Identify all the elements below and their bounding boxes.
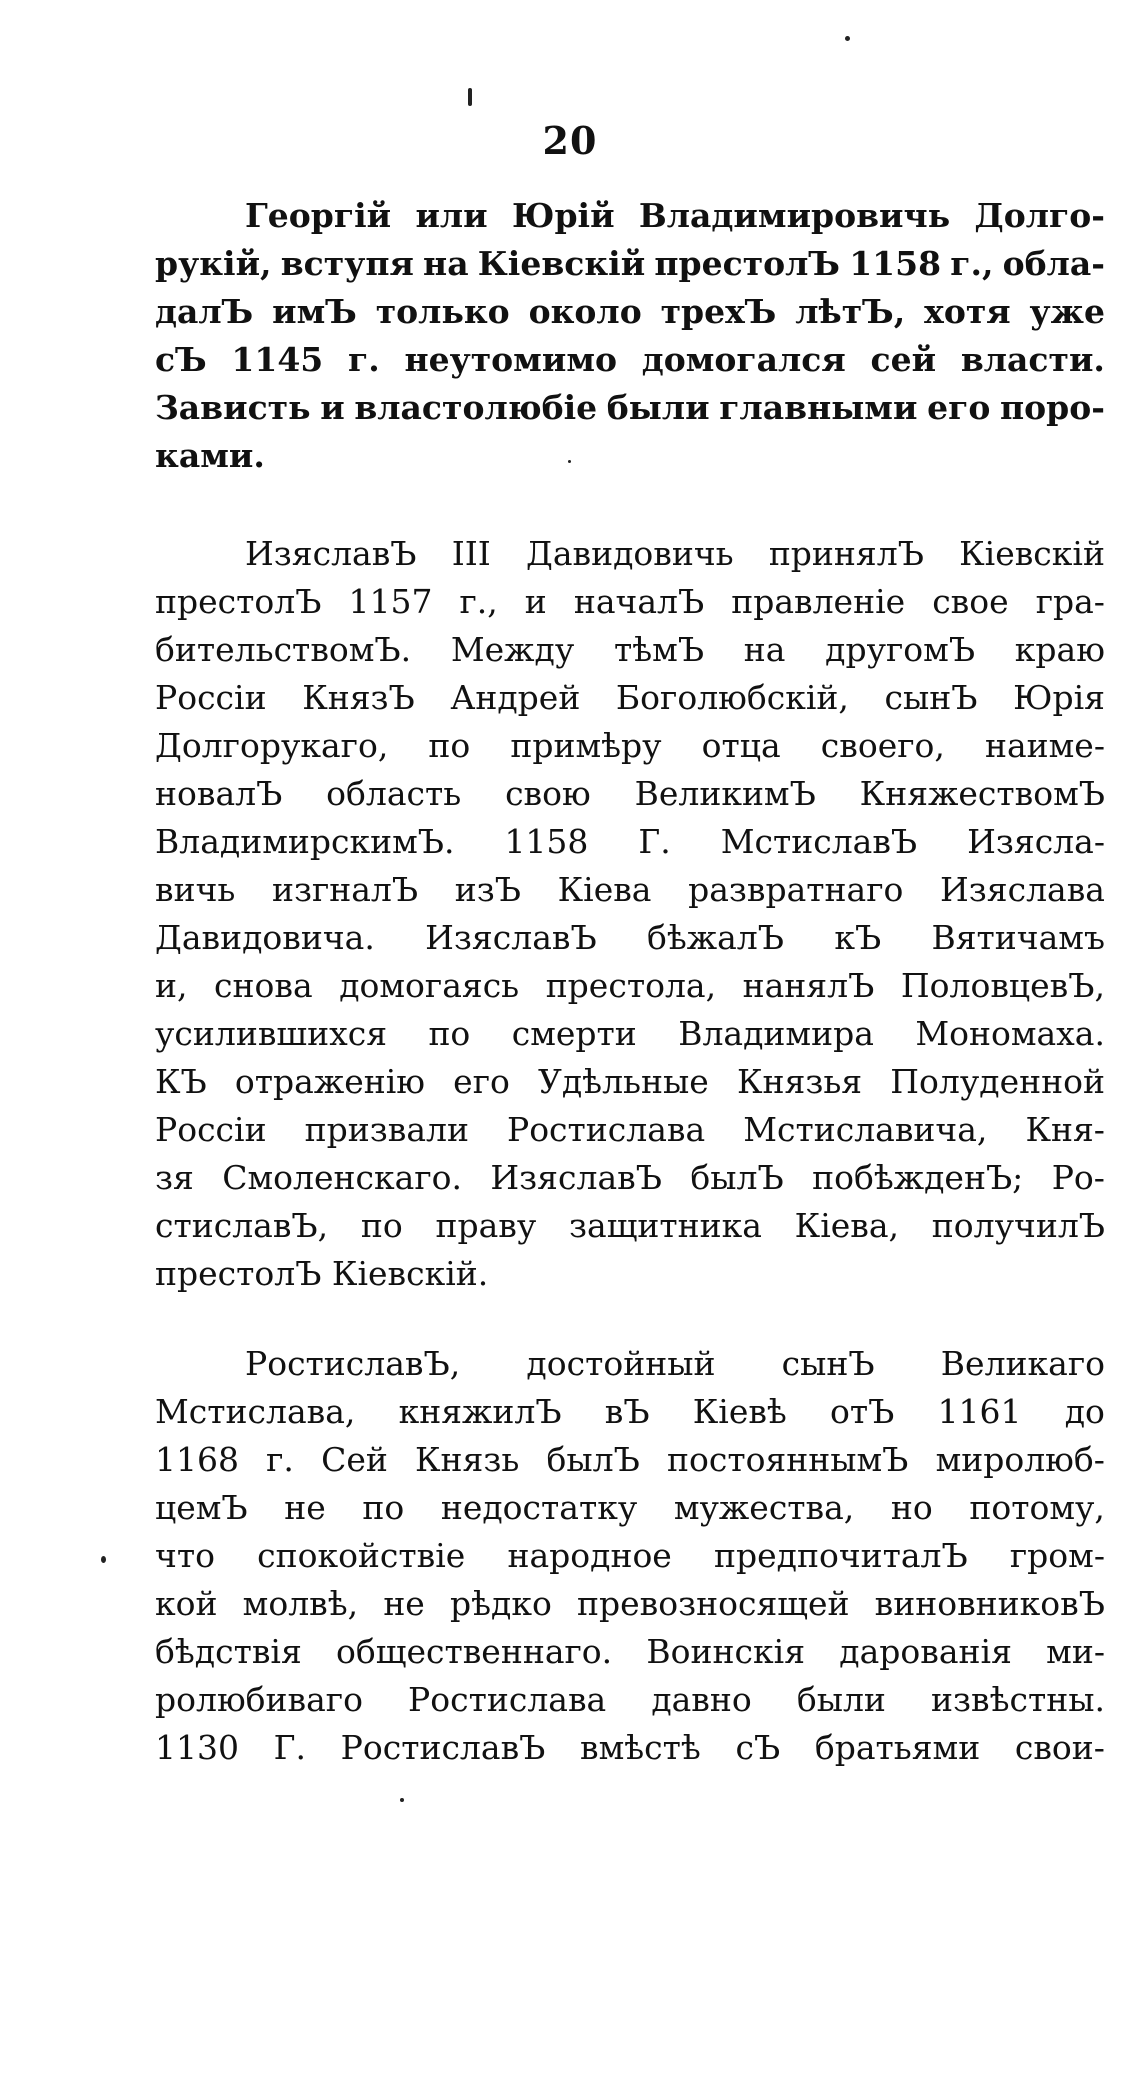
- word: призвали: [304, 1110, 469, 1149]
- word: дарованія: [839, 1632, 1012, 1671]
- word: Россіи: [155, 678, 267, 717]
- word: 1158: [849, 244, 942, 283]
- word: III: [451, 534, 491, 573]
- word: КнязЪ: [302, 678, 415, 717]
- word: достойный: [526, 1344, 716, 1383]
- text-line: [155, 1628, 1105, 1676]
- text-line: [155, 1484, 1105, 1532]
- word: но: [890, 1488, 933, 1527]
- word: новалЪ: [155, 774, 283, 813]
- word: уже: [1029, 292, 1105, 331]
- word: бительствомЪ.: [155, 630, 412, 669]
- word: рукій,: [155, 244, 272, 283]
- word: Владимировичь: [638, 196, 951, 235]
- word: вЪ: [604, 1392, 650, 1431]
- word: мужества,: [673, 1488, 855, 1527]
- word: гром-: [1009, 1536, 1105, 1575]
- scan-speck: [568, 460, 571, 463]
- word: кой: [155, 1584, 218, 1623]
- word: МстиславЪ: [720, 822, 918, 861]
- word: ВеликимЪ: [634, 774, 816, 813]
- word: изгналЪ: [271, 870, 419, 909]
- text-line: [155, 288, 1105, 336]
- word: вступя: [280, 244, 414, 283]
- word: сЪ: [155, 340, 207, 379]
- word: главными: [719, 388, 918, 427]
- word: Удѣльные: [538, 1062, 709, 1101]
- scan-speck: [468, 88, 472, 106]
- text-line: ками.: [155, 436, 265, 475]
- word: Между: [450, 630, 575, 669]
- word: хотя: [924, 292, 1011, 331]
- word: вичь: [155, 870, 236, 909]
- word: Кіевѣ: [692, 1392, 787, 1431]
- word: стиславЪ,: [155, 1206, 329, 1245]
- word: около: [528, 292, 642, 331]
- word: своего,: [820, 726, 945, 765]
- word: Андрей: [450, 678, 581, 717]
- text-line: [155, 1106, 1105, 1154]
- word: Г.: [638, 822, 671, 861]
- word: принялЪ: [768, 534, 924, 573]
- word: РостиславЪ: [340, 1728, 546, 1767]
- word: сей: [870, 340, 937, 379]
- word: далЪ: [155, 292, 254, 331]
- text-line: [155, 1724, 1105, 1772]
- word: вмѣстѣ: [580, 1728, 701, 1767]
- word: до: [1064, 1392, 1105, 1431]
- word: 1157: [348, 582, 433, 621]
- word: Кіевскій: [477, 244, 646, 283]
- word: и: [320, 388, 345, 427]
- word: былЪ: [546, 1440, 640, 1479]
- word: превозносящей: [577, 1584, 850, 1623]
- word: власти.: [960, 340, 1105, 379]
- word: Мстиславича,: [743, 1110, 988, 1149]
- word: сынЪ: [884, 678, 978, 717]
- word: общественнаго.: [336, 1632, 613, 1671]
- word: ролюбиваго: [155, 1680, 363, 1719]
- word: Кіева,: [794, 1206, 900, 1245]
- word: Вятичамъ: [931, 918, 1105, 957]
- text-line: [155, 530, 1105, 578]
- text-line: [155, 1058, 1105, 1106]
- word: ми-: [1046, 1632, 1105, 1671]
- text-line: [155, 1436, 1105, 1484]
- word: 1158: [504, 822, 589, 861]
- text-line: [155, 578, 1105, 626]
- word: Кня-: [1025, 1110, 1105, 1149]
- word: бѣдствія: [155, 1632, 302, 1671]
- text-line: [155, 962, 1105, 1010]
- word: миролюб-: [935, 1440, 1105, 1479]
- word: КняжествомЪ: [859, 774, 1105, 813]
- word: рѣдко: [450, 1584, 552, 1623]
- scan-speck: [101, 1556, 106, 1563]
- word: только: [375, 292, 510, 331]
- word: потому,: [969, 1488, 1105, 1527]
- word: по: [428, 726, 471, 765]
- word: защитника: [569, 1206, 762, 1245]
- word: 1145: [231, 340, 324, 379]
- word: домогаясь: [339, 966, 520, 1005]
- word: гра-: [1035, 582, 1105, 621]
- text-line: [155, 240, 1105, 288]
- word: Владимира: [678, 1014, 874, 1053]
- word: народное: [507, 1536, 672, 1575]
- text-line: [155, 914, 1105, 962]
- text-line: [155, 866, 1105, 914]
- word: Боголюбскій,: [615, 678, 849, 717]
- word: Смоленскаго.: [222, 1158, 462, 1197]
- word: цемЪ: [155, 1488, 248, 1527]
- word: Мстислава,: [155, 1392, 356, 1431]
- word: г.,: [950, 244, 994, 283]
- word: Г.: [273, 1728, 306, 1767]
- word: не: [383, 1584, 425, 1623]
- word: поро-: [1000, 388, 1105, 427]
- word: отца: [701, 726, 781, 765]
- word: властолюбіе: [354, 388, 598, 427]
- word: по: [362, 1488, 405, 1527]
- word: 1130: [155, 1728, 239, 1767]
- word: молвѣ,: [242, 1584, 359, 1623]
- word: Ро-: [1051, 1158, 1105, 1197]
- word: ИзяславЪ: [490, 1158, 662, 1197]
- text-line: [155, 1202, 1105, 1250]
- word: Давидовичь: [526, 534, 734, 573]
- word: имЪ: [272, 292, 357, 331]
- word: наиме-: [984, 726, 1105, 765]
- word: виновниковЪ: [874, 1584, 1105, 1623]
- word: были: [796, 1680, 886, 1719]
- word: свои-: [1014, 1728, 1105, 1767]
- word: Ростислава: [506, 1110, 706, 1149]
- text-line: престолЪ Кіевскій.: [155, 1254, 489, 1293]
- word: 1168: [155, 1440, 239, 1479]
- word: Сей: [321, 1440, 388, 1479]
- word: примѣру: [510, 726, 662, 765]
- text-line: [155, 1532, 1105, 1580]
- text-line: [155, 770, 1105, 818]
- word: ИзяславЪ: [425, 918, 597, 957]
- word: братьями: [814, 1728, 981, 1767]
- word: Кіева: [557, 870, 652, 909]
- scan-speck: [845, 36, 850, 41]
- word: Зависть: [155, 388, 311, 427]
- word: неутомимо: [404, 340, 618, 379]
- word: КЪ: [155, 1062, 207, 1101]
- word: смерти: [511, 1014, 637, 1053]
- word: престола,: [545, 966, 717, 1005]
- word: г.: [266, 1440, 294, 1479]
- text-line: [155, 1580, 1105, 1628]
- word: обла-: [1002, 244, 1105, 283]
- word: недостатку: [440, 1488, 638, 1527]
- word: развратнаго: [688, 870, 904, 909]
- word: по: [360, 1206, 403, 1245]
- word: на: [423, 244, 469, 283]
- word: Долгорукаго,: [155, 726, 389, 765]
- word: РостиславЪ,: [245, 1344, 461, 1383]
- word: сЪ: [735, 1728, 781, 1767]
- word: ВладимирскимЪ.: [155, 822, 455, 861]
- word: княжилЪ: [398, 1392, 562, 1431]
- word: предпочиталЪ: [713, 1536, 968, 1575]
- word: Ростислава: [408, 1680, 607, 1719]
- word: усилившихся: [155, 1014, 388, 1053]
- word: были: [606, 388, 710, 427]
- word: извѣстны.: [931, 1680, 1105, 1719]
- text-line: [155, 626, 1105, 674]
- text-line: [155, 384, 1105, 432]
- word: Великаго: [940, 1344, 1105, 1383]
- word: Кіевскій: [959, 534, 1105, 573]
- word: г.: [348, 340, 380, 379]
- word: ПоловцевЪ,: [900, 966, 1105, 1005]
- word: Долго-: [974, 196, 1105, 235]
- word: постояннымЪ: [666, 1440, 909, 1479]
- word: Юрій: [512, 196, 615, 235]
- word: началЪ: [573, 582, 705, 621]
- text-line: [155, 818, 1105, 866]
- page-number: 20: [542, 118, 598, 163]
- word: его: [927, 388, 991, 427]
- word: получилЪ: [931, 1206, 1105, 1245]
- word: Воинскія: [646, 1632, 806, 1671]
- word: Изяслава: [940, 870, 1105, 909]
- word: престолЪ: [654, 244, 840, 283]
- word: свое: [932, 582, 1009, 621]
- paragraph-rostislav: [155, 1340, 1105, 1772]
- word: праву: [435, 1206, 537, 1245]
- text-line: [155, 1676, 1105, 1724]
- word: Князь: [415, 1440, 520, 1479]
- word: бѣжалЪ: [647, 918, 784, 957]
- word: или: [415, 196, 488, 235]
- word: Юрія: [1013, 678, 1105, 717]
- word: Георгій: [245, 196, 392, 235]
- word: и: [524, 582, 547, 621]
- word: изЪ: [454, 870, 521, 909]
- word: г.,: [459, 582, 498, 621]
- scan-speck: [400, 1798, 404, 1802]
- word: сынЪ: [781, 1344, 875, 1383]
- word: ИзяславЪ: [245, 534, 417, 573]
- word: домогался: [641, 340, 846, 379]
- word: и,: [155, 966, 188, 1005]
- paragraph-georgiy: [155, 192, 1105, 480]
- word: Князья: [736, 1062, 863, 1101]
- paragraph-izyaslav: [155, 530, 1105, 1298]
- word: кЪ: [834, 918, 882, 957]
- word: 1161: [937, 1392, 1022, 1431]
- text-line: [155, 1340, 1105, 1388]
- text-line: [155, 722, 1105, 770]
- word: тѣмЪ: [614, 630, 705, 669]
- word: престолЪ: [155, 582, 322, 621]
- text-line: [155, 336, 1105, 384]
- word: не: [284, 1488, 326, 1527]
- word: былЪ: [690, 1158, 784, 1197]
- word: Полуденной: [890, 1062, 1105, 1101]
- word: побѣжденЪ;: [812, 1158, 1024, 1197]
- word: его: [453, 1062, 510, 1101]
- word: отраженію: [234, 1062, 426, 1101]
- text-line: [155, 1154, 1105, 1202]
- word: краю: [1014, 630, 1105, 669]
- word: область: [326, 774, 462, 813]
- text-line: [155, 674, 1105, 722]
- word: другомЪ: [825, 630, 976, 669]
- word: нанялЪ: [742, 966, 875, 1005]
- word: трехЪ: [660, 292, 777, 331]
- word: Давидовича.: [155, 918, 375, 957]
- word: правленіе: [731, 582, 906, 621]
- word: Мономаха.: [915, 1014, 1105, 1053]
- word: отЪ: [830, 1392, 895, 1431]
- word: Изясла-: [967, 822, 1105, 861]
- word: на: [743, 630, 786, 669]
- word: зя: [155, 1158, 194, 1197]
- word: свою: [505, 774, 591, 813]
- text-line: [155, 192, 1105, 240]
- word: лѣтЪ,: [795, 292, 906, 331]
- word: снова: [214, 966, 313, 1005]
- word: Россіи: [155, 1110, 267, 1149]
- word: давно: [651, 1680, 752, 1719]
- word: что: [155, 1536, 215, 1575]
- text-line: [155, 1010, 1105, 1058]
- word: по: [428, 1014, 471, 1053]
- word: спокойствіе: [257, 1536, 466, 1575]
- text-line: [155, 1388, 1105, 1436]
